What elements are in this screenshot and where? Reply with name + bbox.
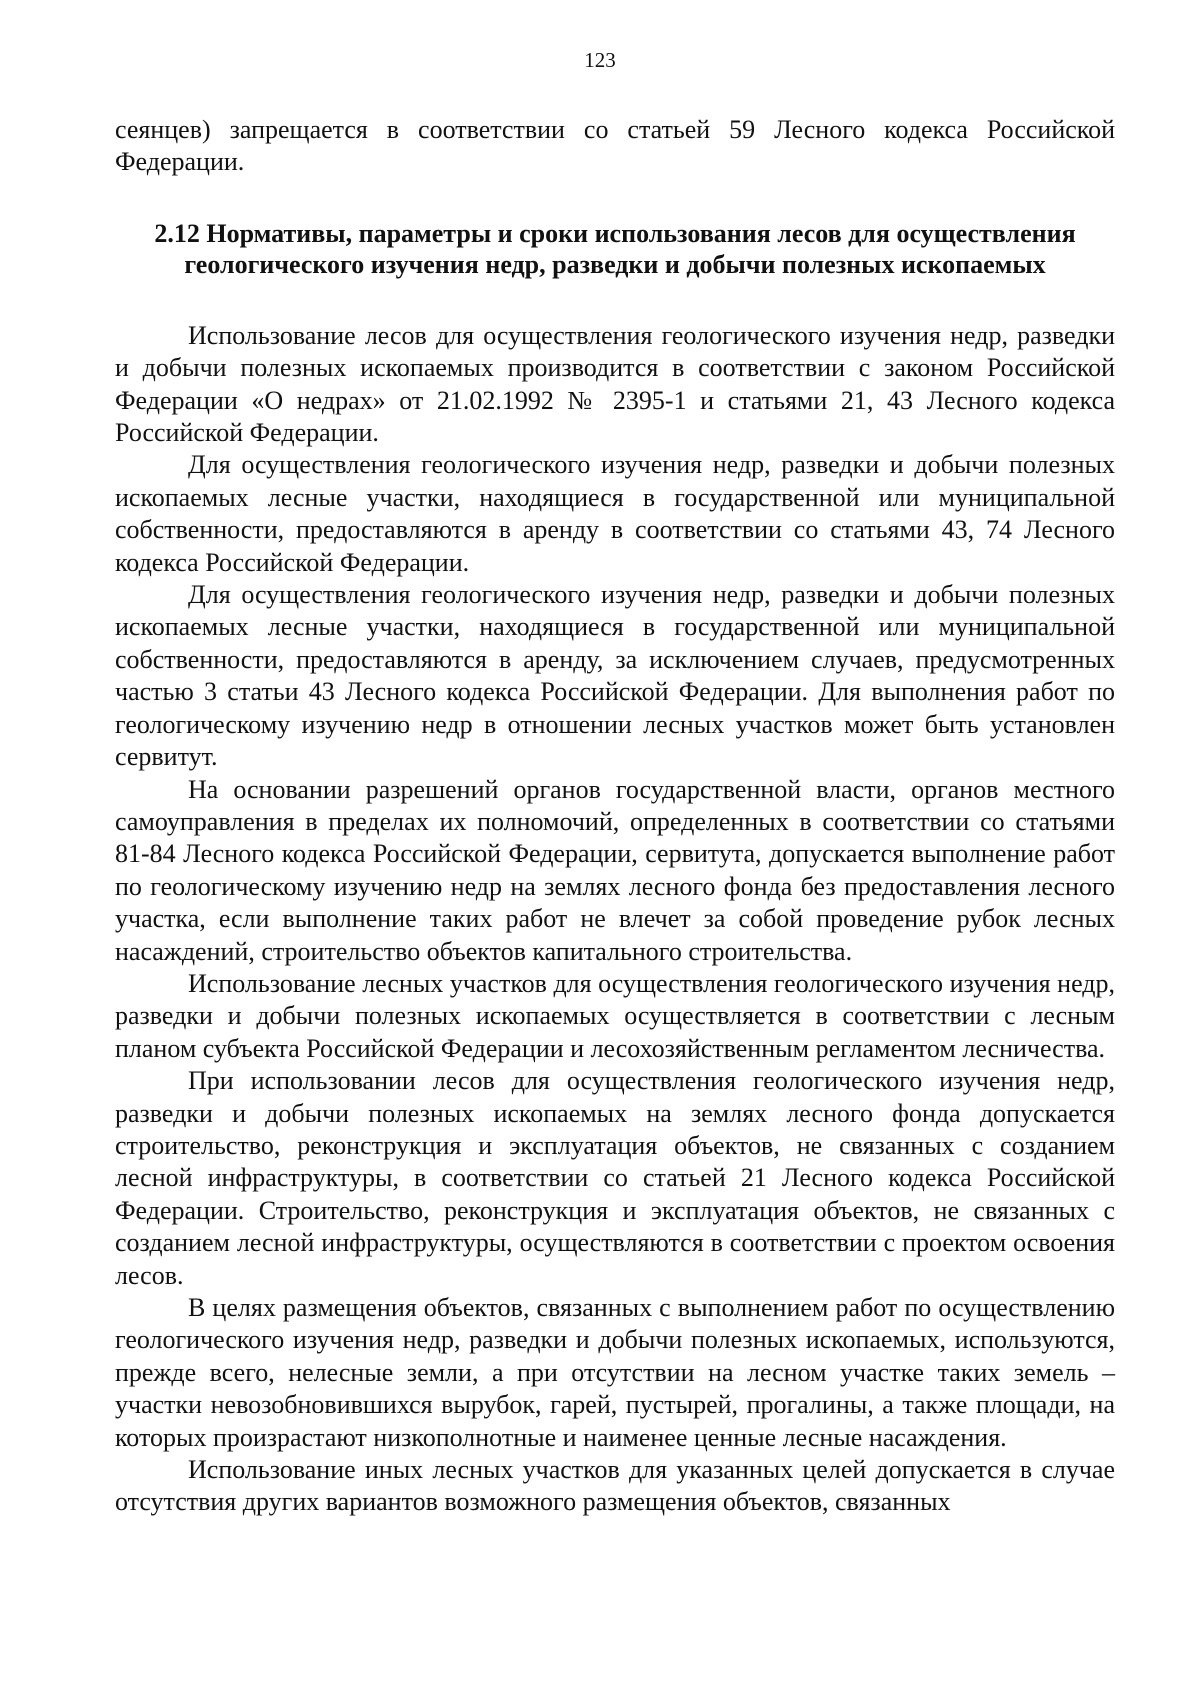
section-heading-line-2: геологического изучения недр, разведки и добычи полезных ископаемых <box>184 249 1046 279</box>
paragraph-7: В целях размещения объектов, связанных с выполнением работ по осуществлению геологического изучения недр, разведки и добычи полезных ископаемых, используются, прежде всего, нелесные земли, а при отсутствии на лесном участке таких земель – участки невозобновившихся вырубок, гарей, пустырей, прогалины, а также площади, на которых произрастают низкополнотные и наименее ценные лесные насаждения. <box>115 1293 1115 1452</box>
section-heading-line-1: 2.12 Нормативы, параметры и сроки использования лесов для осуществления <box>154 218 1076 248</box>
paragraph-2: Для осуществления геологического изучения недр, разведки и добычи полезных ископаемых лесные участки, находящиеся в государственной или муниципальной собственности, предоставляются в аренду в соответствии со статьями 43, 74 Лесного кодекса Российской Федерации. <box>115 450 1115 577</box>
paragraph-5: Использование лесных участков для осуществления геологического изучения недр, разведки и добычи полезных ископаемых осуществляется в соответствии с лесным планом субъекта Российской Федерации и лесохозяйственным регламентом лесничества. <box>115 968 1115 1063</box>
page-content <box>115 114 1115 1519</box>
paragraph-6: При использовании лесов для осуществления геологического изучения недр, разведки и добычи полезных ископаемых на землях лесного фонда допускается строительство, реконструкция и эксплуатация объектов, не связанных с созданием лесной инфраструктуры, в соответствии со статьей 21 Лесного кодекса Российской Федерации. Строительство, реконструкция и эксплуатация объектов, не связанных с созданием лесной инфраструктуры, осуществляются в соответствии с проектом освоения лесов. <box>115 1066 1115 1290</box>
page-number: 123 <box>584 48 616 72</box>
section-heading <box>115 218 1115 280</box>
paragraph-4: На основании разрешений органов государственной власти, органов местного самоуправления в пределах их полномочий, определенных в соответствии со статьями 81-84 Лесного кодекса Российской Федерации, сервитута, допускается выполнение работ по геологическому изучению недр на землях лесного фонда без предоставления лесного участка, если выполнение таких работ не влечет за собой проведение рубок лесных насаждений, строительство объектов капитального строительства. <box>115 774 1115 966</box>
paragraph-3: Для осуществления геологического изучения недр, разведки и добычи полезных ископаемых лесные участки, находящиеся в государственной или муниципальной собственности, предоставляются в аренду, за исключением случаев, предусмотренных частью 3 статьи 43 Лесного кодекса Российской Федерации. Для выполнения работ по геологическому изучению недр в отношении лесных участков может быть установлен сервитут. <box>115 580 1115 772</box>
paragraph-8: Использование иных лесных участков для указанных целей допускается в случае отсутствия других вариантов возможного размещения объектов, связанных <box>115 1455 1115 1517</box>
paragraph-1: Использование лесов для осуществления геологического изучения недр, разведки и добычи полезных ископаемых производится в соответствии с законом Российской Федерации «О недрах» от 21.02.1992 № 2395-1 и статьями 21, 43 Лесного кодекса Российской Федерации. <box>115 320 1115 448</box>
intro-paragraph: сеянцев) запрещается в соответствии со статьей 59 Лесного кодекса Российской Федерации. <box>115 115 1115 177</box>
